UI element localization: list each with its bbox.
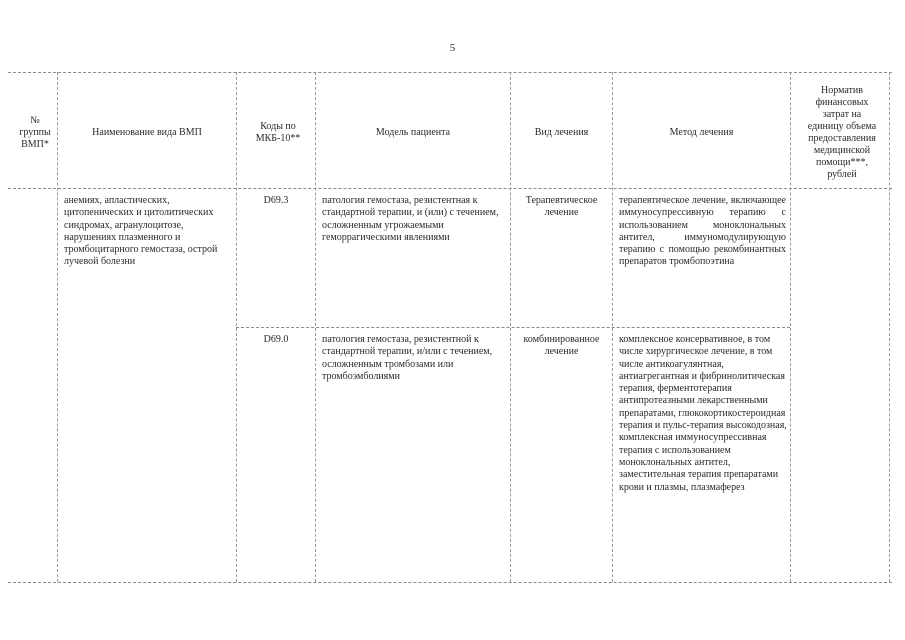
header-model: Модель пациента bbox=[375, 127, 451, 138]
code-cell: D69.0 bbox=[263, 334, 289, 345]
col-divider bbox=[889, 72, 890, 582]
col-divider bbox=[236, 72, 237, 582]
table-top-border bbox=[8, 72, 892, 73]
treatment-cell: комбинированное лечение bbox=[523, 334, 600, 358]
header-treatment: Вид лечения bbox=[534, 127, 589, 138]
header-norm: Норматив финансовых затрат на единицу объема предоставления медицинской помощи***, рублей bbox=[807, 85, 877, 180]
row-divider bbox=[236, 327, 790, 328]
model-cell: патология гемостаза, резистентной к стандартной терапии, и/или с течением, осложненным тромбозами или тромбоэмболиями bbox=[322, 334, 493, 382]
method-cell: терапевтическое лечение, включающее иммуносупрессивную терапию с использованием моноклональных антител, иммуномодулирующую терапию с помощью рекомбинантных препаратов тромбопоэтина bbox=[619, 195, 786, 268]
method-cell: комплексное консервативное, в том числе хирургическое лечение, в том числе антикоагулянтная, антиагрегантная и фибринолитическая терапия, ферментотерапия антипротеазными лекарственными препаратами, глюкокортикостероидная терапия и пульс-терапия высокодозная, комплексная иммуносупрессивная терапия с использованием моноклональных антител, заместительная терапия препаратами крови и плазмы, плазмаферез bbox=[619, 334, 787, 493]
vmp-name-text: анемиях, апластических, цитопенических и цитолитических синдромах, агранулоцитозе, нарушениях плазменного и тромбоцитарного гемостаза, острой лучевой болезни bbox=[64, 195, 218, 268]
header-bottom-border bbox=[8, 188, 892, 189]
page-number: 5 bbox=[449, 42, 456, 54]
model-cell: патология гемостаза, резистентная к стандартной терапии, и (или) с течением, осложненным угрожаемыми геморрагическими явлениями bbox=[322, 195, 499, 243]
table-bottom-edge bbox=[8, 582, 892, 583]
code-cell: D69.3 bbox=[263, 195, 289, 206]
col-divider bbox=[790, 72, 791, 582]
header-name: Наименование вида ВМП bbox=[92, 127, 202, 138]
treatment-cell: Терапевтическое лечение bbox=[525, 195, 598, 219]
header-group: № группы ВМП* bbox=[19, 115, 51, 150]
header-method: Метод лечения bbox=[669, 127, 734, 138]
header-codes: Коды по МКБ-10** bbox=[255, 121, 301, 144]
